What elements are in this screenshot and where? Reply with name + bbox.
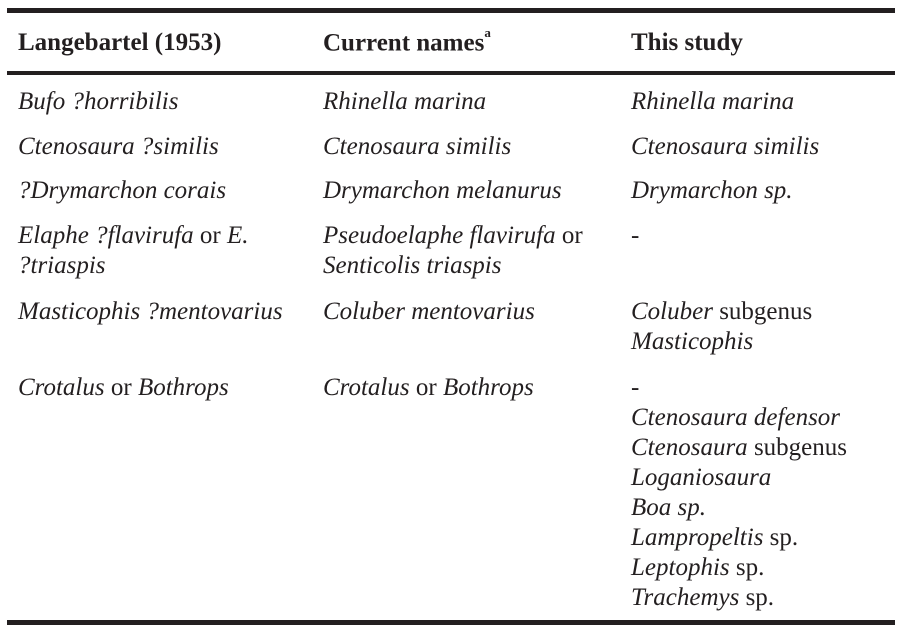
header-current-names-label: Current names xyxy=(323,29,485,57)
italic-text: Rhinella marina xyxy=(631,88,795,115)
roman-text: or xyxy=(193,222,227,249)
row-4-current-name-line-2 xyxy=(323,251,583,281)
roman-text: subgenus xyxy=(747,434,847,461)
study-line xyxy=(631,463,847,493)
italic-text: Drymarchon melanurus xyxy=(323,177,562,204)
study-line xyxy=(631,327,812,357)
row-4-this-study xyxy=(631,221,639,251)
italic-text: Boa sp. xyxy=(631,494,706,521)
italic-text: Masticophis xyxy=(631,328,754,355)
roman-text: or xyxy=(555,222,583,249)
italic-text: Bothrops xyxy=(442,374,534,401)
roman-text: sp. xyxy=(739,584,775,611)
row-1-this-study xyxy=(631,87,794,117)
study-line xyxy=(631,176,793,206)
row-2-current-name xyxy=(323,132,511,162)
italic-text: Ctenosaura ?similis xyxy=(18,133,219,160)
row-6-current-name xyxy=(323,373,534,403)
row-6-this-study xyxy=(631,373,847,613)
roman-text: - xyxy=(631,222,640,249)
roman-text: - xyxy=(631,374,640,401)
study-line xyxy=(631,403,847,433)
italic-text: ?triaspis xyxy=(18,252,106,279)
row-1-langebartel xyxy=(18,87,178,117)
header-current-names xyxy=(323,25,491,57)
row-5-current-name xyxy=(323,297,535,327)
row-2-this-study xyxy=(631,132,819,162)
italic-text: Drymarchon sp. xyxy=(631,177,793,204)
row-4-current-name xyxy=(323,221,583,281)
row-6-langebartel xyxy=(18,373,229,403)
italic-text: Ctenosaura xyxy=(631,434,748,461)
roman-text: or xyxy=(409,374,443,401)
row-4-langebartel-line-2 xyxy=(18,251,249,281)
italic-text: Pseudoelaphe flavirufa xyxy=(323,222,556,249)
header-this-study: This study xyxy=(631,29,743,56)
bottom-rule xyxy=(7,620,895,625)
italic-text: E. xyxy=(227,222,249,249)
roman-text: sp. xyxy=(763,524,799,551)
italic-text: ?Drymarchon corais xyxy=(18,177,227,204)
study-line xyxy=(631,583,847,613)
row-3-this-study xyxy=(631,176,793,206)
study-line xyxy=(631,221,639,251)
italic-text: Senticolis triaspis xyxy=(323,252,502,279)
italic-text: Crotalus xyxy=(323,374,410,401)
row-4-current-name-line-1 xyxy=(323,221,583,251)
row-5-this-study xyxy=(631,297,812,357)
italic-text: Leptophis xyxy=(631,554,730,581)
roman-text: subgenus xyxy=(712,298,813,325)
study-line xyxy=(631,87,794,117)
row-1-current-name xyxy=(323,87,486,117)
italic-text: Ctenosaura defensor xyxy=(631,404,841,431)
row-4-langebartel xyxy=(18,221,249,281)
italic-text: Crotalus xyxy=(18,374,105,401)
study-line xyxy=(631,297,812,327)
study-line xyxy=(631,523,847,553)
italic-text: Coluber xyxy=(631,298,713,325)
italic-text: Bufo ?horribilis xyxy=(18,88,179,115)
italic-text: Lampropeltis xyxy=(631,524,764,551)
footnote-marker: a xyxy=(484,25,491,40)
row-3-current-name xyxy=(323,176,562,206)
study-line xyxy=(631,433,847,463)
row-4-langebartel-line-1 xyxy=(18,221,249,251)
row-5-langebartel xyxy=(18,297,283,327)
roman-text: sp. xyxy=(729,554,765,581)
italic-text: Bothrops xyxy=(137,374,229,401)
italic-text: Ctenosaura similis xyxy=(323,133,512,160)
row-2-langebartel xyxy=(18,132,219,162)
italic-text: Ctenosaura similis xyxy=(631,133,820,160)
study-line xyxy=(631,493,847,523)
italic-text: Loganiosaura xyxy=(631,464,772,491)
header-rule xyxy=(7,71,895,75)
header-langebartel: Langebartel (1953) xyxy=(18,29,222,56)
italic-text: Elaphe ?flavirufa xyxy=(18,222,194,249)
top-rule xyxy=(7,8,895,13)
study-line xyxy=(631,373,847,403)
row-3-langebartel xyxy=(18,176,226,206)
italic-text: Trachemys xyxy=(631,584,740,611)
study-line xyxy=(631,553,847,583)
italic-text: Masticophis ?mentovarius xyxy=(18,298,283,325)
italic-text: Coluber mentovarius xyxy=(323,298,535,325)
study-line xyxy=(631,132,819,162)
italic-text: Rhinella marina xyxy=(323,88,487,115)
roman-text: or xyxy=(104,374,138,401)
